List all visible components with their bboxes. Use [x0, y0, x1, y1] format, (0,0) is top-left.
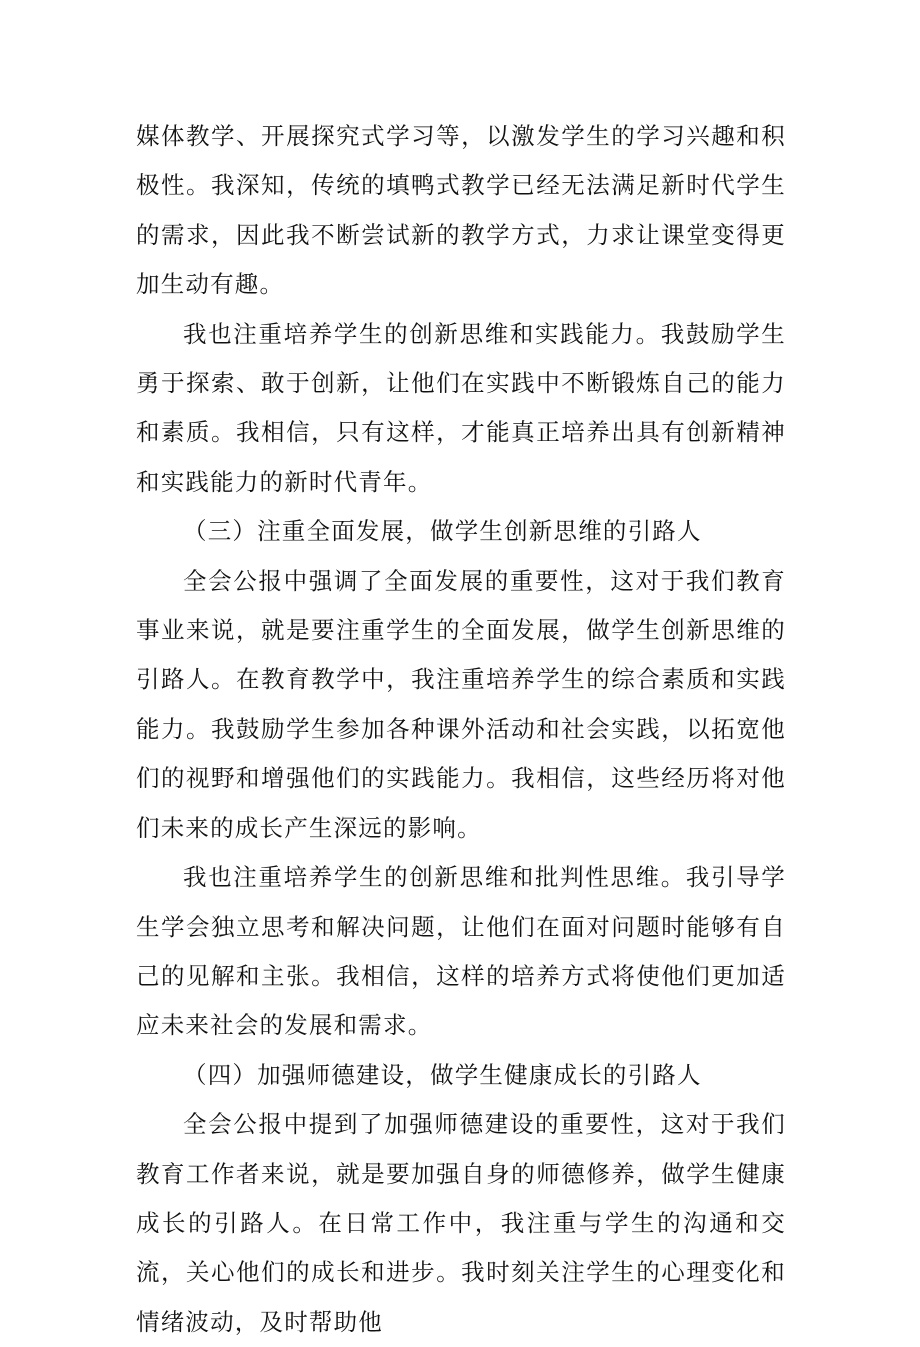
section-heading-3: （三）注重全面发展，做学生创新思维的引路人	[183, 517, 702, 546]
paragraph-critical-thinking: 我也注重培养学生的创新思维和批判性思维。我引导学生学会独立思考和解决问题，让他们在面对问题时能够有自己的见解和主张。我相信，这样的培养方式将使他们更加适应未来社会的发展和需求。	[136, 863, 786, 1040]
paragraph-comprehensive-development: 全会公报中强调了全面发展的重要性，这对于我们教育事业来说，就是要注重学生的全面发展，做学生创新思维的引路人。在教育教学中，我注重培养学生的综合素质和实践能力。我鼓励学生参加各种课外活动和社会实践，以拓宽他们的视野和增强他们的实践能力。我相信，这些经历将对他们未来的成长产生深远的影响。	[136, 566, 786, 842]
document-body	[136, 112, 786, 1347]
paragraph-innovation-practice: 我也注重培养学生的创新思维和实践能力。我鼓励学生勇于探索、敢于创新，让他们在实践中不断锻炼自己的能力和素质。我相信，只有这样，才能真正培养出具有创新精神和实践能力的新时代青年。	[136, 319, 786, 496]
section-heading-4: （四）加强师德建设，做学生健康成长的引路人	[183, 1060, 702, 1089]
paragraph-teacher-ethics: 全会公报中提到了加强师德建设的重要性，这对于我们教育工作者来说，就是要加强自身的师德修养，做学生健康成长的引路人。在日常工作中，我注重与学生的沟通和交流，关心他们的成长和进步。我时刻关注学生的心理变化和情绪波动，及时帮助他	[136, 1110, 786, 1336]
paragraph-continuation: 媒体教学、开展探究式学习等，以激发学生的学习兴趣和积极性。我深知，传统的填鸭式教学已经无法满足新时代学生的需求，因此我不断尝试新的教学方式，力求让课堂变得更加生动有趣。	[136, 122, 786, 299]
